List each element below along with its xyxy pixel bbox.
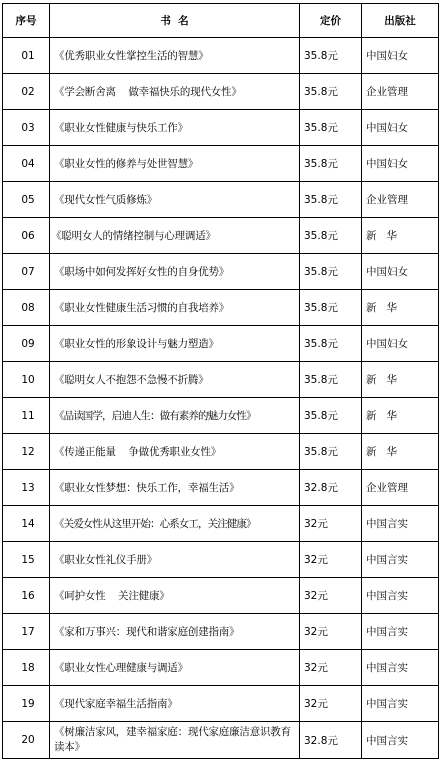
cell-title: 《职业女性健康生活习惯的自我培养》: [50, 290, 300, 326]
cell-price: 35.8元: [300, 146, 362, 182]
cell-no: 12: [3, 434, 50, 470]
cell-no: 11: [3, 398, 50, 434]
cell-publisher: 中国妇女: [362, 326, 439, 362]
cell-no: 17: [3, 614, 50, 650]
cell-price: 32元: [300, 650, 362, 686]
cell-no: 18: [3, 650, 50, 686]
cell-price: 35.8元: [300, 326, 362, 362]
cell-price: 35.8元: [300, 218, 362, 254]
cell-price: 35.8元: [300, 110, 362, 146]
cell-title: 《学会断舍离 做幸福快乐的现代女性》: [50, 74, 300, 110]
cell-publisher: 新 华: [362, 290, 439, 326]
table-row: [3, 686, 439, 722]
cell-no: 05: [3, 182, 50, 218]
cell-publisher: 中国妇女: [362, 146, 439, 182]
cell-publisher: 中国言实: [362, 614, 439, 650]
cell-no: 19: [3, 686, 50, 722]
cell-no: 08: [3, 290, 50, 326]
cell-price: 32元: [300, 578, 362, 614]
cell-no: 16: [3, 578, 50, 614]
cell-title: 《优秀职业女性掌控生活的智慧》: [50, 38, 300, 74]
table-row: [3, 362, 439, 398]
cell-title: 《职业女性的形象设计与魅力塑造》: [50, 326, 300, 362]
table-row: [3, 650, 439, 686]
cell-publisher: 中国言实: [362, 506, 439, 542]
cell-publisher: 中国言实: [362, 542, 439, 578]
cell-no: 20: [3, 722, 50, 759]
cell-price: 35.8元: [300, 290, 362, 326]
cell-no: 03: [3, 110, 50, 146]
cell-publisher: 企业管理: [362, 182, 439, 218]
column-header-price: 定价: [300, 4, 362, 38]
cell-publisher: 中国言实: [362, 722, 439, 759]
header-row: [3, 4, 439, 38]
cell-publisher: 企业管理: [362, 74, 439, 110]
table-row: [3, 542, 439, 578]
cell-title: 《现代家庭幸福生活指南》: [50, 686, 300, 722]
table-row: [3, 290, 439, 326]
column-header-publisher: 出版社: [362, 4, 439, 38]
table-row: [3, 470, 439, 506]
cell-price: 32元: [300, 542, 362, 578]
cell-title: 《家和万事兴：现代和谐家庭创建指南》: [50, 614, 300, 650]
cell-no: 09: [3, 326, 50, 362]
cell-publisher: 新 华: [362, 398, 439, 434]
table-row: [3, 110, 439, 146]
cell-title: 《关爱女性从这里开始：心系女工，关注健康》: [50, 506, 300, 542]
cell-price: 32元: [300, 614, 362, 650]
cell-no: 13: [3, 470, 50, 506]
table-row: [3, 218, 439, 254]
cell-publisher: 新 华: [362, 362, 439, 398]
cell-price: 35.8元: [300, 38, 362, 74]
cell-title: 《职场中如何发挥好女性的自身优势》: [50, 254, 300, 290]
cell-no: 15: [3, 542, 50, 578]
cell-price: 35.8元: [300, 362, 362, 398]
cell-no: 06: [3, 218, 50, 254]
cell-no: 14: [3, 506, 50, 542]
cell-title: 《职业女性梦想：快乐工作，幸福生活》: [50, 470, 300, 506]
cell-publisher: 中国妇女: [362, 254, 439, 290]
cell-title: 《职业女性健康与快乐工作》: [50, 110, 300, 146]
table-row: [3, 74, 439, 110]
table-row: [3, 146, 439, 182]
table-row: [3, 326, 439, 362]
book-list-table: [2, 3, 439, 759]
cell-no: 10: [3, 362, 50, 398]
cell-publisher: 中国言实: [362, 578, 439, 614]
table-row: [3, 614, 439, 650]
table-row: [3, 182, 439, 218]
cell-price: 32元: [300, 686, 362, 722]
cell-publisher: 新 华: [362, 434, 439, 470]
table-row: [3, 434, 439, 470]
table-row: [3, 38, 439, 74]
book-list-container: [2, 3, 439, 759]
cell-title: 《树廉洁家风，建幸福家庭：现代家庭廉洁意识教育读本》: [50, 722, 300, 759]
cell-price: 35.8元: [300, 434, 362, 470]
cell-no: 04: [3, 146, 50, 182]
cell-title: 《职业女性的修养与处世智慧》: [50, 146, 300, 182]
cell-publisher: 企业管理: [362, 470, 439, 506]
table-row: [3, 398, 439, 434]
cell-title: 《呵护女性 关注健康》: [50, 578, 300, 614]
cell-publisher: 新 华: [362, 218, 439, 254]
column-header-title: 书 名: [50, 4, 300, 38]
cell-price: 32元: [300, 506, 362, 542]
column-header-no: 序号: [3, 4, 50, 38]
cell-title: 《传递正能量 争做优秀职业女性》: [50, 434, 300, 470]
cell-publisher: 中国言实: [362, 650, 439, 686]
table-row: [3, 254, 439, 290]
cell-title: 《聪明女人不抱怨不急慢不折腾》: [50, 362, 300, 398]
cell-no: 01: [3, 38, 50, 74]
cell-price: 32.8元: [300, 470, 362, 506]
cell-title: 《品读国学，启迪人生：做有素养的魅力女性》: [50, 398, 300, 434]
table-row: [3, 578, 439, 614]
cell-price: 35.8元: [300, 74, 362, 110]
cell-price: 35.8元: [300, 398, 362, 434]
cell-publisher: 中国妇女: [362, 110, 439, 146]
cell-no: 07: [3, 254, 50, 290]
cell-price: 32.8元: [300, 722, 362, 759]
cell-publisher: 中国妇女: [362, 38, 439, 74]
cell-title: 《职业女性礼仪手册》: [50, 542, 300, 578]
cell-title: 《现代女性气质修炼》: [50, 182, 300, 218]
cell-title: 《职业女性心理健康与调适》: [50, 650, 300, 686]
cell-price: 35.8元: [300, 254, 362, 290]
cell-price: 35.8元: [300, 182, 362, 218]
cell-title: 《聪明女人的情绪控制与心理调适》: [50, 218, 300, 254]
table-row: [3, 506, 439, 542]
table-row: [3, 722, 439, 759]
cell-publisher: 中国言实: [362, 686, 439, 722]
cell-no: 02: [3, 74, 50, 110]
